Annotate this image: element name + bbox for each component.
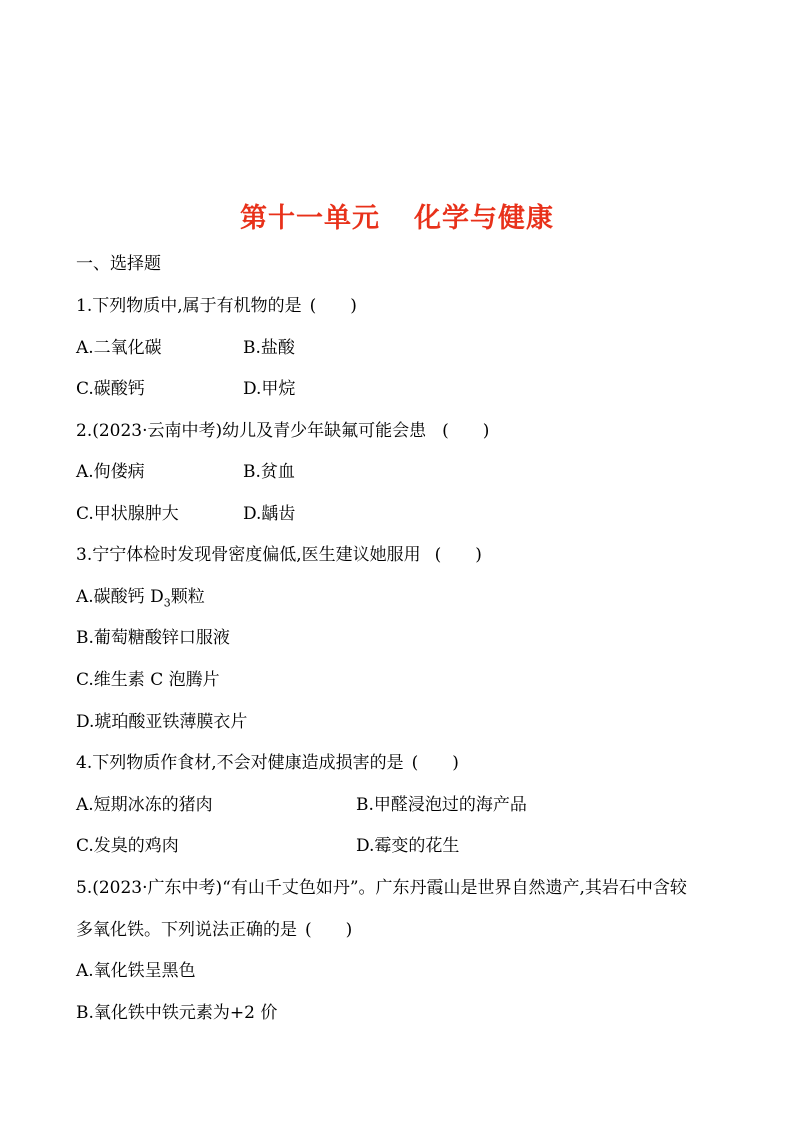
unit-title xyxy=(0,196,794,235)
question-2-stem: 2.(2023·云南中考)幼儿及青少年缺氟可能会患 xyxy=(76,421,427,441)
option-c: C.维生素 C 泡腾片 xyxy=(76,670,220,690)
question-4 xyxy=(76,752,459,774)
option-b: B.贫血 xyxy=(243,462,295,482)
answer-paren: ( ) xyxy=(411,753,459,773)
option-d: D.龋齿 xyxy=(243,504,296,524)
option-d: D.霉变的花生 xyxy=(356,836,460,856)
option-a: A.佝偻病 xyxy=(76,462,145,482)
unit-topic: 化学与健康 xyxy=(414,203,554,234)
answer-paren: ( ) xyxy=(309,296,357,316)
section-heading: 一、选择题 xyxy=(76,254,161,274)
option-a-text: A.碳酸钙 D xyxy=(76,587,164,607)
option-a: A.二氧化碳 xyxy=(76,338,162,358)
question-5-stem: 多氧化铁。下列说法正确的是 xyxy=(76,920,297,940)
option-a-text-end: 颗粒 xyxy=(170,587,205,607)
question-3 xyxy=(76,544,482,566)
option-a: A.氧化铁呈黑色 xyxy=(76,961,196,981)
subscript: 3 xyxy=(163,596,171,610)
answer-paren: ( ) xyxy=(305,920,353,940)
option-d: D.甲烷 xyxy=(243,379,296,399)
answer-paren: ( ) xyxy=(442,421,490,441)
question-5-line-2 xyxy=(76,919,352,941)
question-2 xyxy=(76,420,489,442)
option-a: A.短期冰冻的猪肉 xyxy=(76,795,213,815)
question-1 xyxy=(76,295,357,317)
option-c: C.发臭的鸡肉 xyxy=(76,836,179,856)
question-1-stem: 1.下列物质中,属于有机物的是 xyxy=(76,296,302,316)
question-3-stem: 3.宁宁体检时发现骨密度偏低,医生建议她服用 xyxy=(76,545,421,565)
option-b: B.甲醛浸泡过的海产品 xyxy=(356,795,527,815)
option-c: C.甲状腺肿大 xyxy=(76,504,179,524)
option-b: B.葡萄糖酸锌口服液 xyxy=(76,628,230,648)
option-d: D.琥珀酸亚铁薄膜衣片 xyxy=(76,712,248,732)
option-a xyxy=(76,586,205,614)
option-b: B.氧化铁中铁元素为+2 价 xyxy=(76,1003,278,1023)
answer-paren: ( ) xyxy=(434,545,482,565)
option-b: B.盐酸 xyxy=(243,338,295,358)
option-c: C.碳酸钙 xyxy=(76,379,145,399)
question-5-line-1: 5.(2023·广东中考)“有山千丈色如丹”。广东丹霞山是世界自然遗产,其岩石中含较 xyxy=(76,878,687,898)
unit-number: 第十一单元 xyxy=(240,203,380,234)
question-4-stem: 4.下列物质作食材,不会对健康造成损害的是 xyxy=(76,753,404,773)
